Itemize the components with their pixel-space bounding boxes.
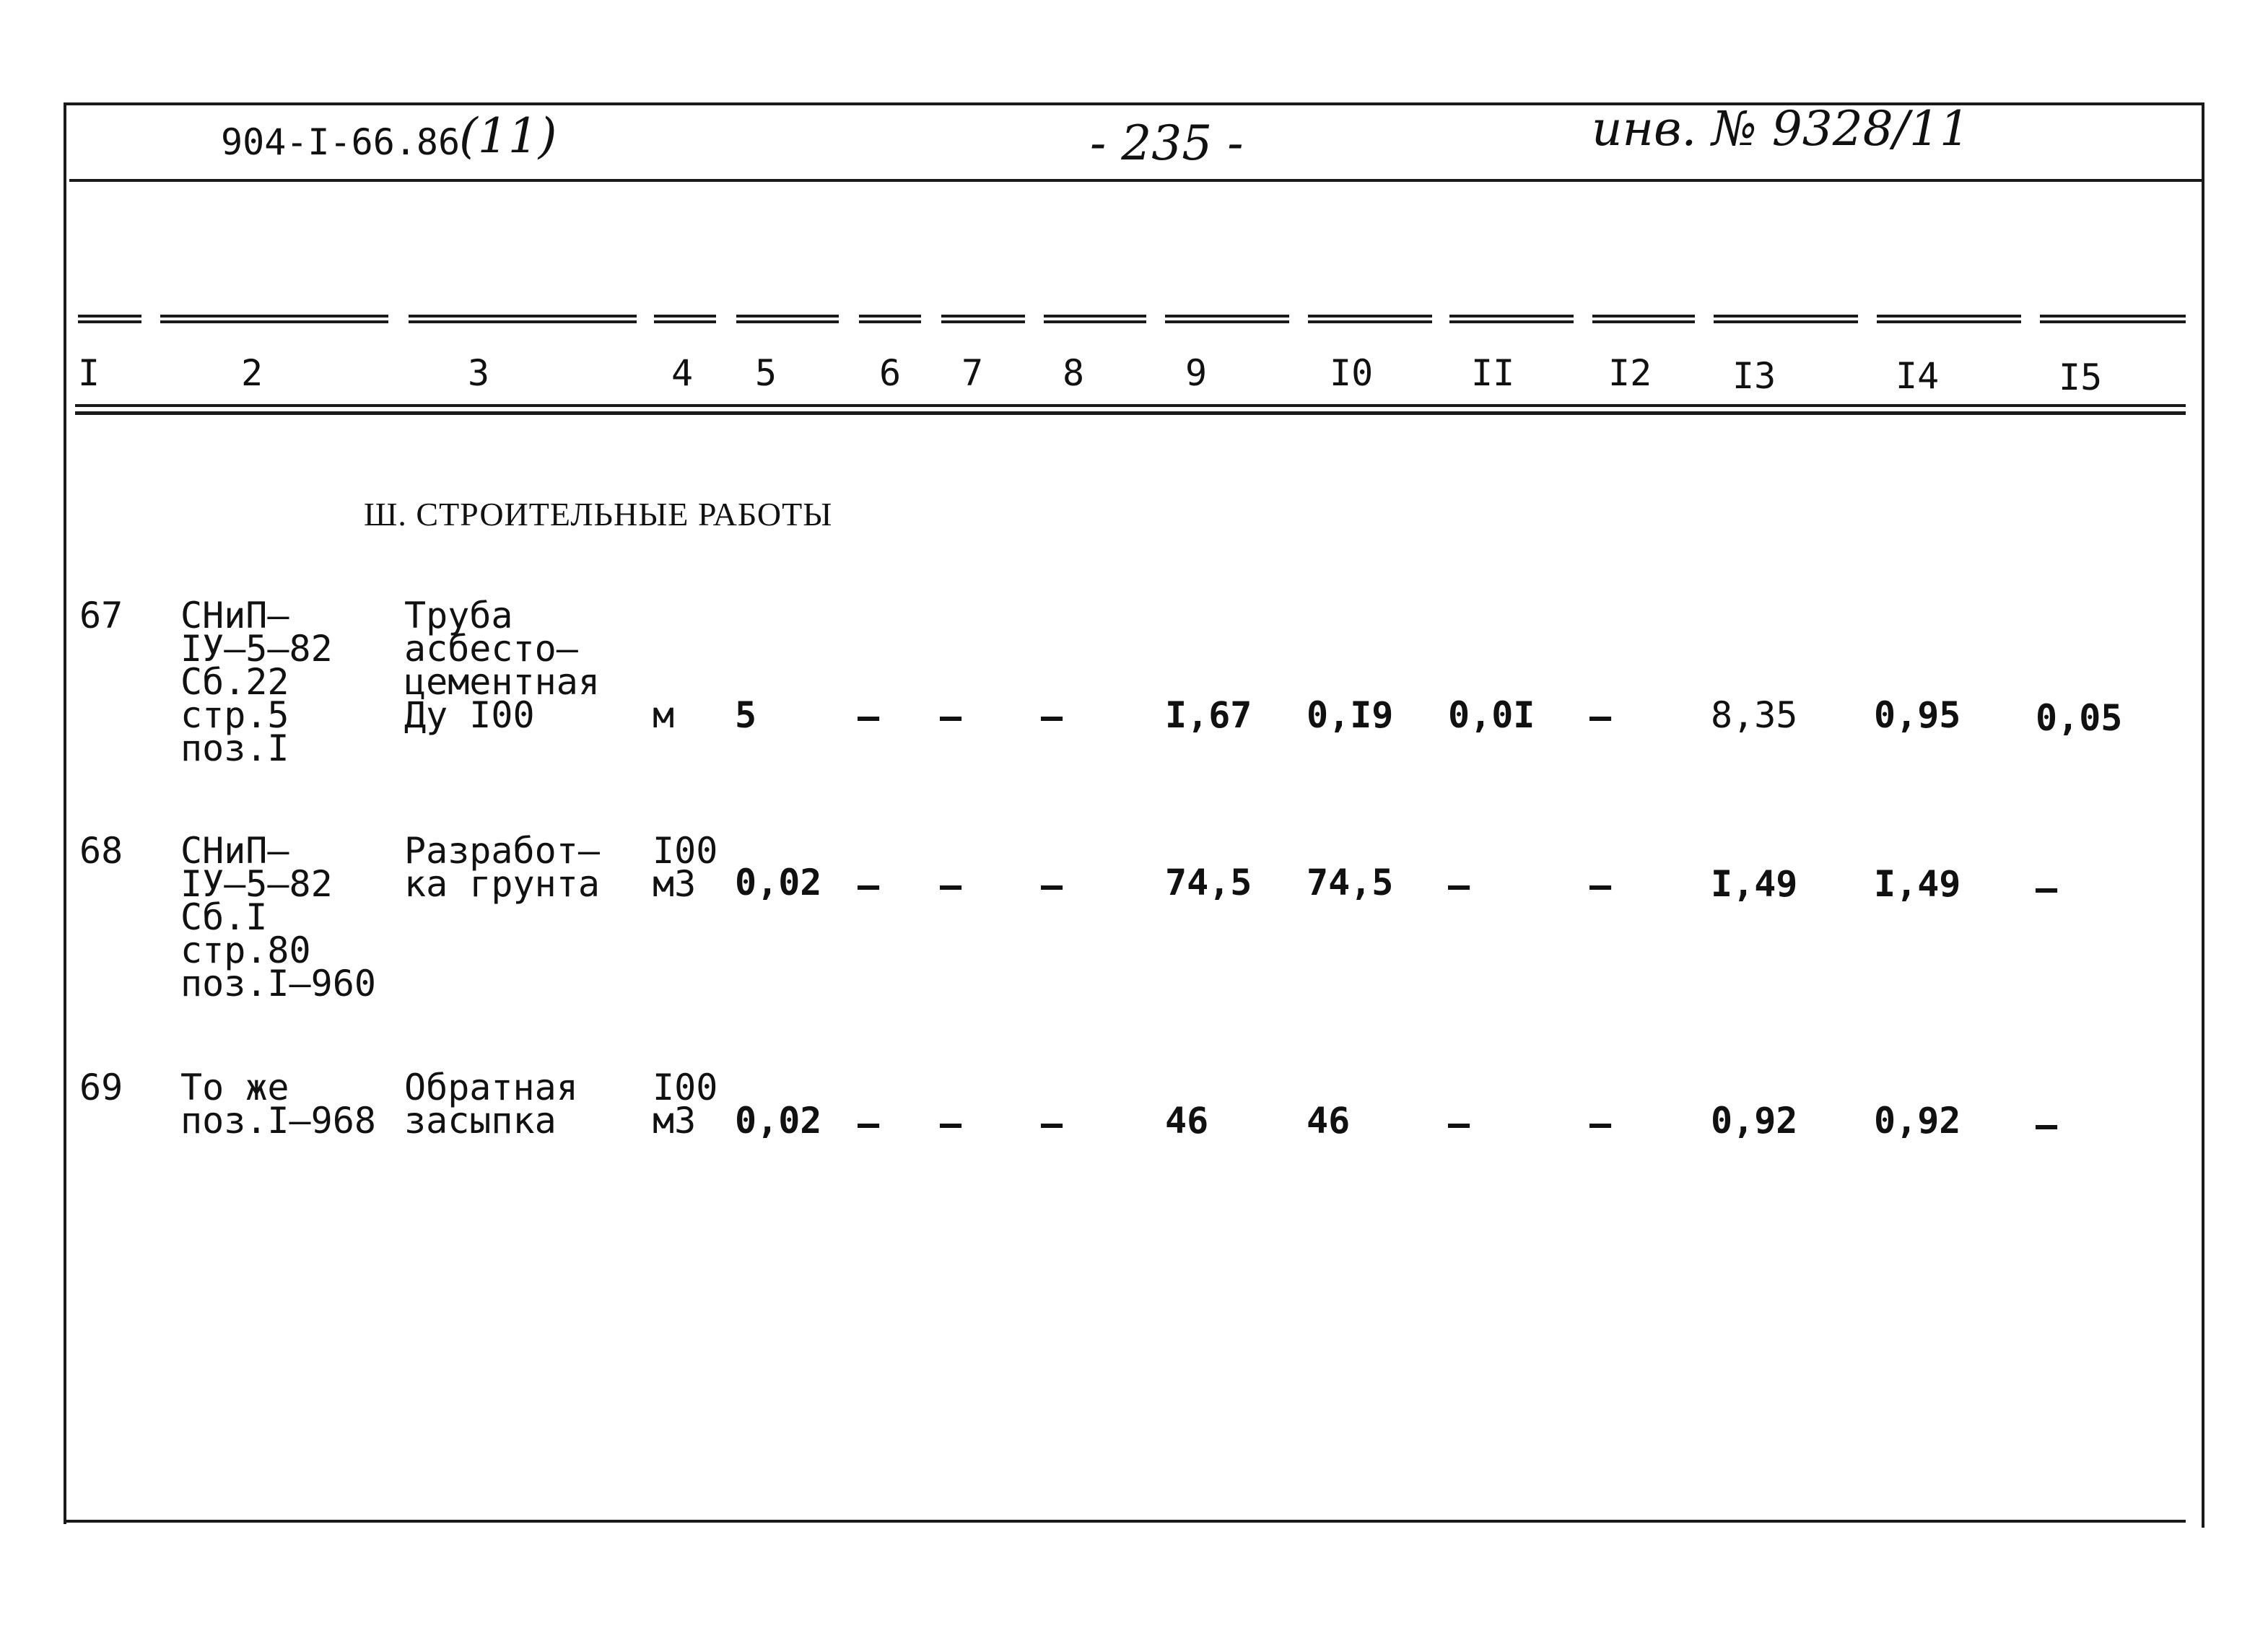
column-number: 3: [468, 352, 490, 394]
work-description: Обратная засыпка: [404, 1067, 578, 1142]
cell-col13: I,49: [1711, 863, 1798, 905]
column-number: 9: [1185, 352, 1208, 394]
row-number: 69: [79, 1067, 123, 1108]
unit: м: [653, 694, 675, 736]
cell-col9: 74,5: [1165, 862, 1252, 903]
cell-col7: –: [940, 865, 962, 906]
cell-col10: 74,5: [1307, 862, 1394, 903]
page-number: - 235 -: [1090, 115, 1244, 171]
unit: I00 м3: [653, 830, 718, 905]
document-code: 904-I-66.86: [221, 121, 461, 163]
column-number: 6: [879, 352, 902, 394]
column-number: I5: [2059, 356, 2103, 398]
cell-col7: –: [940, 1103, 962, 1145]
column-number: I2: [1608, 352, 1652, 394]
document-code-suffix: (11): [459, 108, 557, 164]
cell-col15: –: [2036, 867, 2058, 909]
bottom-border: [64, 1520, 2186, 1523]
cell-col10: 46: [1307, 1100, 1351, 1142]
norm-reference: То же поз.I–968: [180, 1067, 376, 1142]
cell-col6: –: [858, 865, 880, 906]
cell-col14: 0,95: [1874, 694, 1961, 736]
cell-col11: 0,0I: [1448, 694, 1535, 736]
row-number: 68: [79, 830, 123, 872]
row-number: 67: [79, 595, 123, 636]
column-number: 5: [755, 352, 777, 394]
column-number: 8: [1063, 352, 1085, 394]
column-number: I3: [1732, 355, 1776, 397]
cell-col12: –: [1589, 1103, 1612, 1145]
norm-reference: СНиП– IУ–5–82 Сб.22 стр.5 поз.I: [180, 595, 333, 769]
cell-col9: I,67: [1165, 694, 1252, 736]
cell-col10: 0,I9: [1307, 694, 1394, 736]
inventory-number: инв. № 9328/11: [1592, 101, 1970, 157]
column-number: 4: [671, 352, 694, 394]
cell-col15: –: [2036, 1104, 2058, 1146]
column-header-bottom-rule-2: [75, 411, 2186, 415]
cell-col5: 0,02: [735, 862, 822, 903]
left-border: [64, 102, 66, 1524]
column-number: I4: [1896, 355, 1940, 397]
cell-col12: –: [1589, 865, 1612, 906]
column-number: 2: [241, 352, 263, 394]
column-number: I: [78, 352, 100, 394]
cell-col8: –: [1041, 1103, 1063, 1145]
unit: I00 м3: [653, 1067, 718, 1142]
cell-col12: –: [1589, 696, 1612, 738]
cell-col15: 0,05: [2036, 697, 2123, 739]
column-number: II: [1471, 352, 1515, 394]
work-description: Разработ– ка грунта: [404, 830, 600, 905]
cell-col13: 8,35: [1711, 694, 1798, 736]
norm-reference: СНиП– IУ–5–82 Сб.I стр.80 поз.I–960: [180, 830, 376, 1005]
cell-col5: 5: [735, 694, 757, 736]
cell-col9: 46: [1165, 1100, 1209, 1142]
cell-col7: –: [940, 696, 962, 738]
cell-col11: –: [1448, 865, 1470, 906]
cell-col14: 0,92: [1874, 1100, 1961, 1142]
column-number: I0: [1330, 352, 1374, 394]
cell-col6: –: [858, 1103, 880, 1145]
cell-col8: –: [1041, 865, 1063, 906]
section-title: Ш. СТРОИТЕЛЬНЫЕ РАБОТЫ: [364, 496, 833, 533]
cell-col5: 0,02: [735, 1100, 822, 1142]
work-description: Труба асбесто– цементная Ду I00: [404, 595, 600, 736]
cell-col11: –: [1448, 1103, 1470, 1145]
cell-col13: 0,92: [1711, 1100, 1798, 1142]
header-separator: [69, 179, 2204, 182]
column-number: 7: [961, 352, 984, 394]
cell-col8: –: [1041, 696, 1063, 738]
column-header-bottom-rule: [75, 404, 2186, 407]
cell-col14: I,49: [1874, 863, 1961, 905]
right-border: [2202, 102, 2204, 1528]
cell-col6: –: [858, 696, 880, 738]
